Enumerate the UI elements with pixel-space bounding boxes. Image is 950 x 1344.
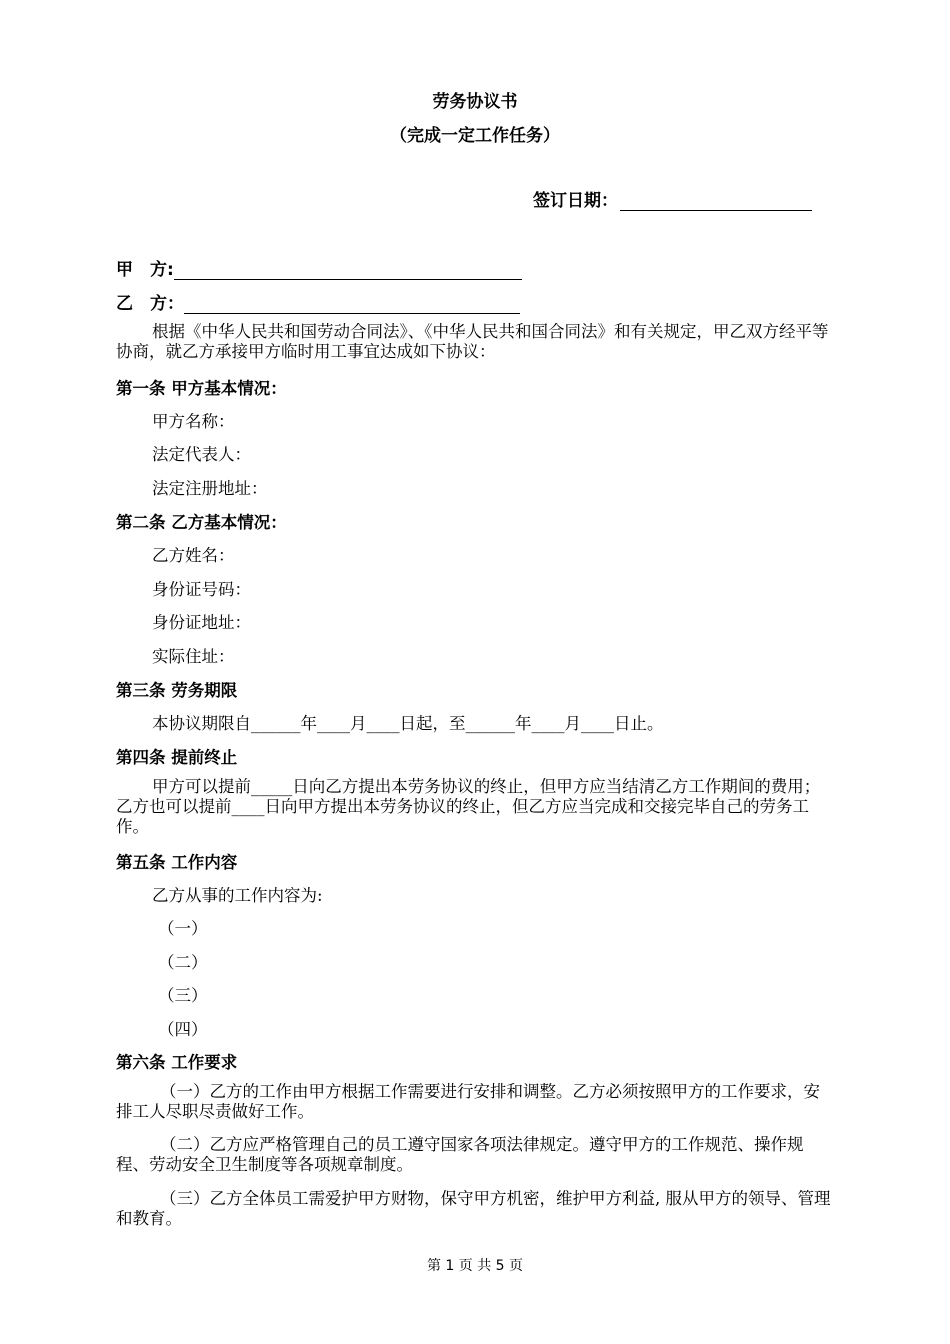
article-5-item: （三） (158, 986, 208, 1005)
article-2-heading: 第二条 乙方基本情况： (116, 513, 287, 532)
article-1-item: 法定注册地址： (152, 479, 268, 498)
article-5-item: （一） (158, 919, 208, 938)
article-5-heading: 第五条 工作内容 (116, 853, 238, 872)
party-a-blank[interactable] (174, 261, 522, 280)
article-5-item: （二） (158, 953, 208, 972)
article-6-heading: 第六条 工作要求 (116, 1053, 238, 1072)
sign-date-field (533, 186, 812, 211)
article-5-item: （四） (158, 1020, 208, 1039)
article-4-heading: 第四条 提前终止 (116, 748, 238, 767)
page-number: 第 1 页 共 5 页 (426, 1258, 524, 1274)
article-1-item: 法定代表人： (152, 445, 251, 464)
article-6-item: （二）乙方应严格管理自己的员工遵守国家各项法律规定。遵守甲方的工作规范、操作规程、劳动安全卫生制度等各项规章制度。 (116, 1135, 804, 1174)
article-2-item: 身份证地址： (152, 613, 251, 632)
article-1-heading: 第一条 甲方基本情况： (116, 379, 287, 398)
article-4-text: 甲方可以提前_____日向乙方提出本劳务协议的终止，但甲方应当结清乙方工作期间的费用；乙方也可以提前____日向甲方提出本劳务协议的终止，但乙方应当完成和交接完毕自己的劳务工作。 (116, 777, 821, 836)
article-3-text: 本协议期限自______年____月____日起，至______年____月____日止。 (152, 714, 664, 733)
sign-date-label: 签订日期： (533, 191, 618, 211)
party-b-label: 乙 方： (116, 294, 184, 314)
article-2-item: 实际住址： (152, 647, 235, 666)
article-1-item: 甲方名称： (152, 412, 235, 431)
document-subtitle: （完成一定工作任务） (390, 126, 560, 146)
party-a-label: 甲 方: (116, 260, 174, 280)
article-2-item: 身份证号码： (152, 580, 251, 599)
article-5-text: 乙方从事的工作内容为: (152, 886, 323, 905)
article-2-item: 乙方姓名： (152, 546, 235, 565)
article-6-item: （一）乙方的工作由甲方根据工作需要进行安排和调整。乙方必须按照甲方的工作要求，安排工人尽职尽责做好工作。 (116, 1082, 820, 1121)
article-3-heading: 第三条 劳务期限 (116, 681, 238, 700)
document-title: 劳务协议书 (432, 92, 518, 112)
party-b-field (116, 289, 520, 314)
party-a-field (116, 255, 522, 280)
party-b-blank[interactable] (184, 295, 520, 314)
intro-paragraph: 根据《中华人民共和国劳动合同法》、《中华人民共和国合同法》和有关规定，甲乙双方经平等协商，就乙方承接甲方临时用工事宜达成如下协议： (116, 322, 829, 361)
article-6-item: （三）乙方全体员工需爱护甲方财物，保守甲方机密，维护甲方利益, 服从甲方的领导、管理和教育。 (116, 1189, 831, 1228)
sign-date-blank[interactable] (620, 192, 812, 211)
